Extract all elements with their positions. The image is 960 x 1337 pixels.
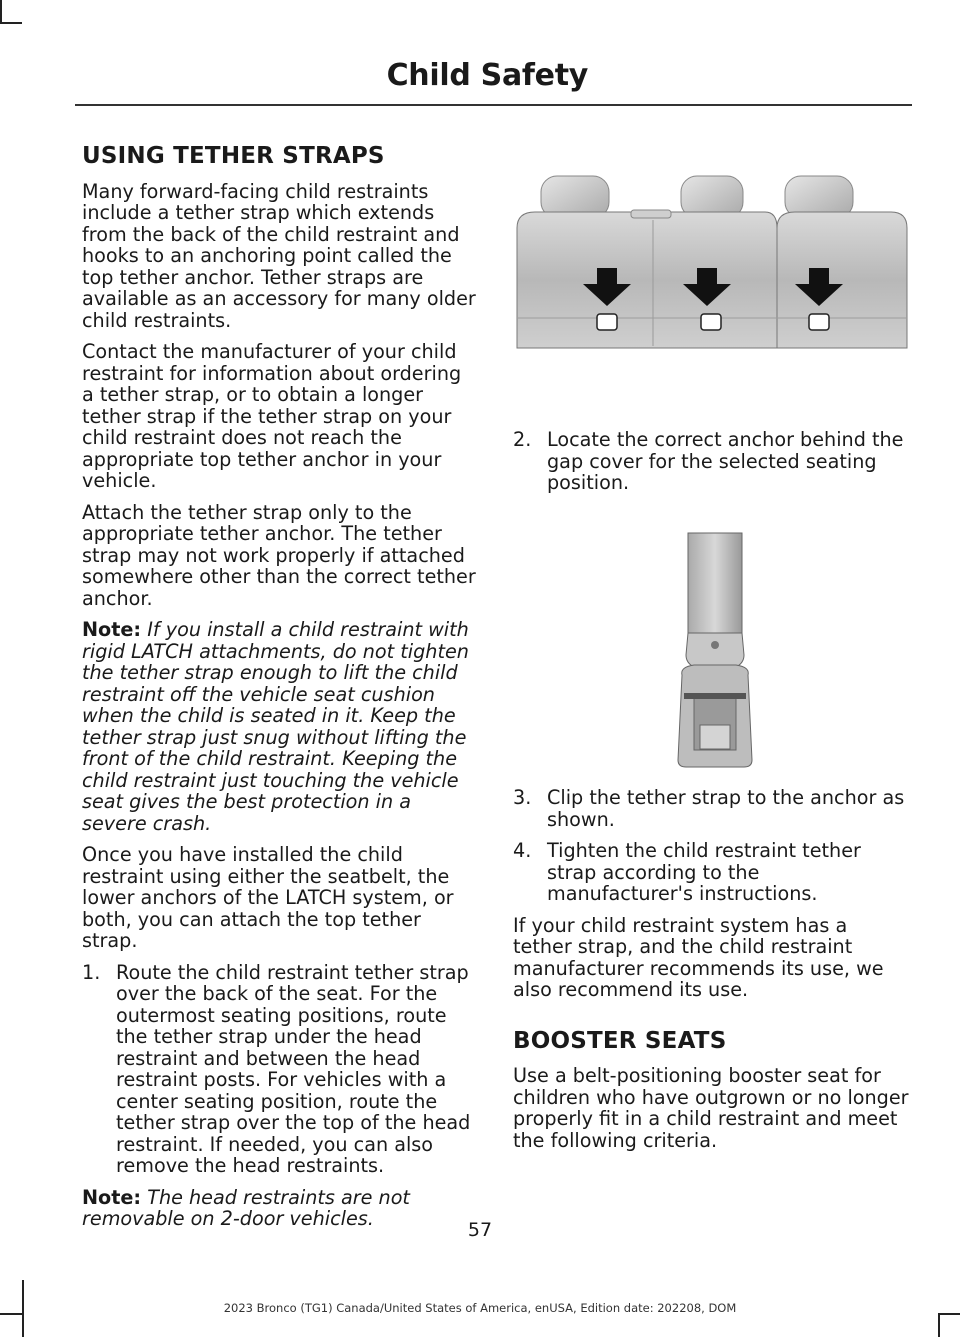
left-column — [82, 143, 478, 1240]
note-label: Note: — [82, 1185, 142, 1209]
anchor-symbol-icon — [701, 314, 721, 330]
note-text: The head restraints are not removable on 2-door vehicles. — [82, 1185, 410, 1230]
paragraph: Attach the tether strap only to the appropriate tether anchor. The tether strap may not work properly if attached somewhere other than the correct tether anchor. — [82, 500, 476, 610]
paragraph: Use a belt-positioning booster seat for children who have outgrown or no longer properly fit in a child restraint and meet the following criteria. — [513, 1064, 909, 1152]
list-number: 2. — [513, 428, 532, 451]
note — [82, 619, 478, 834]
note-text: If you install a child restraint with rigid LATCH attachments, do not tighten the tether strap enough to lift the child restraint off the vehicle seat cushion when the child is seated in it. Keep the tether strap just snug without lifting the front of the child restraint. Keeping the child restraint just touching the vehicle seat gives the best protection in a severe crash. — [82, 618, 469, 835]
list-item — [513, 840, 909, 905]
tether-anchor-illustration — [660, 525, 760, 770]
right-column-upper — [513, 429, 909, 504]
note-label: Note: — [82, 618, 142, 641]
list-text: Locate the correct anchor behind the gap cover for the selected seating position. — [547, 428, 904, 494]
list-text: Clip the tether strap to the anchor as shown. — [547, 786, 905, 831]
anchor-symbol-icon — [809, 314, 829, 330]
crop-mark — [0, 0, 2, 22]
paragraph: Contact the manufacturer of your child restraint for information about ordering a tether strap, or to obtain a longer tether strap if the tether strap on your child restraint does not reach the appropriate top tether anchor in your vehicle. — [82, 340, 462, 492]
right-column-lower — [513, 787, 909, 1161]
list-item — [513, 429, 909, 494]
rear-seat-anchor-illustration — [513, 168, 909, 358]
paragraph: If your child restraint system has a tether strap, and the child restraint manufacturer recommends its use, we also recommend its use. — [513, 913, 884, 1001]
paragraph: Many forward-facing child restraints include a tether strap which extends from the back of the child restraint and hooks to an anchoring point called the top tether anchor. Tether straps are available as an accessory for many older child restraints. — [82, 179, 476, 332]
list-number: 4. — [513, 839, 532, 862]
anchor-symbol-icon — [597, 314, 617, 330]
list-item — [82, 962, 478, 1177]
list-text: Route the child restraint tether strap over the back of the seat. For the outermost seating positions, route the tether strap under the head restraint and between the head restraint posts. For vehicles with a center seating position, route the tether strap over the top of the head restraint. If needed, you can also remove the head restraints. — [116, 960, 471, 1177]
list-item — [513, 787, 909, 830]
section-heading-tether-straps: USING TETHER STRAPS — [82, 143, 385, 169]
page-title: Child Safety — [386, 58, 588, 93]
list-number: 1. — [82, 960, 101, 984]
header-divider — [75, 104, 912, 106]
section-heading-booster-seats: BOOSTER SEATS — [513, 1027, 727, 1054]
page-number: 57 — [467, 1219, 493, 1241]
list-number: 3. — [513, 786, 532, 809]
paragraph: Once you have installed the child restraint using either the seatbelt, the lower anchors of the LATCH system, or both, you can attach the top tether strap. — [82, 843, 454, 952]
crop-mark — [938, 1313, 940, 1337]
list-text: Tighten the child restraint tether strap according to the manufacturer's instructions. — [547, 839, 861, 905]
crop-mark — [0, 22, 22, 24]
footer: 2023 Bronco (TG1) Canada/United States of America, enUSA, Edition date: 202208, DOM — [223, 1301, 737, 1315]
